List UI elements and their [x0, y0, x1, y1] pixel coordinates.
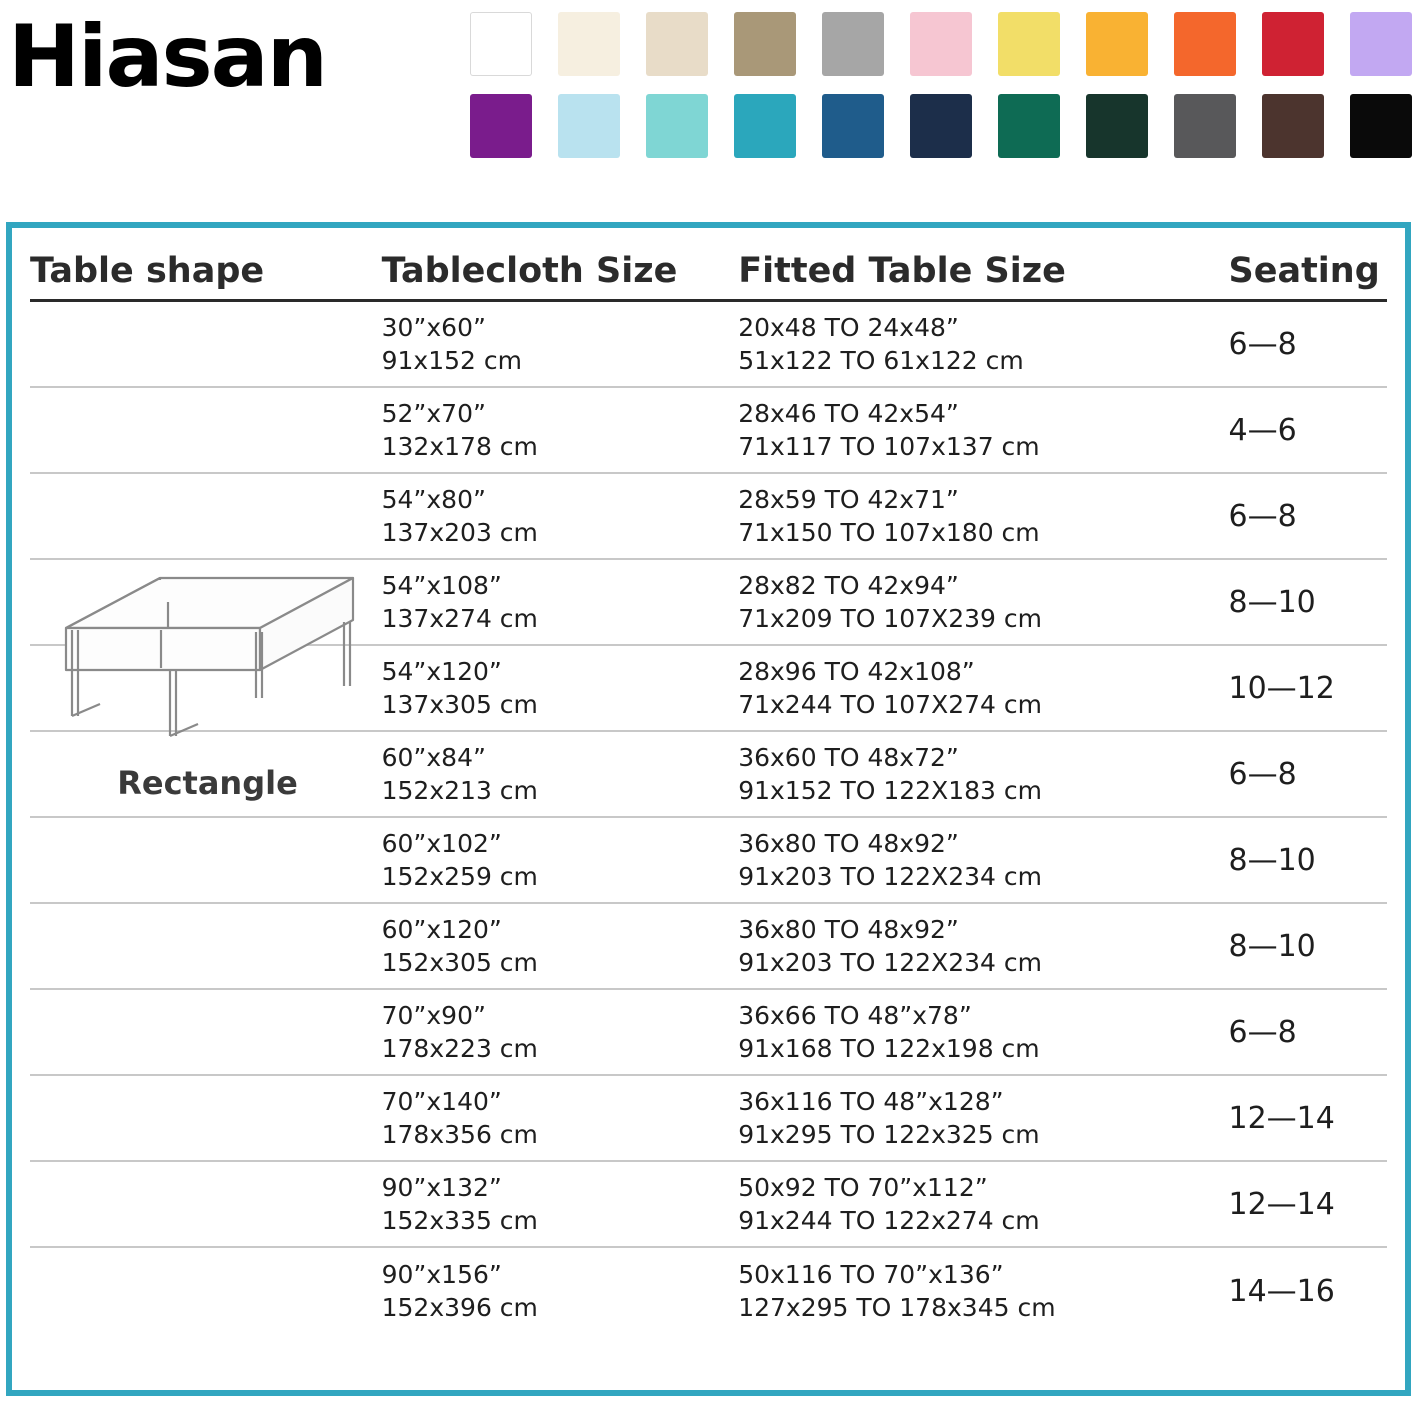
cloth-inches: 90”x156”: [381, 1260, 502, 1289]
cloth-inches: 60”x120”: [381, 915, 502, 944]
table-row: [30, 904, 1387, 990]
swatch-baby-blue[interactable]: [558, 94, 620, 158]
cell-fitted-size: [738, 913, 1228, 979]
cell-seating: 6—8: [1228, 756, 1297, 792]
table-row: [30, 302, 1387, 388]
cloth-cm: 178x223 cm: [381, 1034, 538, 1063]
cloth-cm: 152x335 cm: [381, 1206, 538, 1235]
cell-seating: 6—8: [1228, 1014, 1297, 1050]
cell-seating: 12—14: [1228, 1186, 1335, 1222]
cell-tablecloth-size: [382, 1085, 739, 1151]
fitted-inches: 36x60 TO 48x72”: [738, 743, 959, 772]
fitted-inches: 28x96 TO 42x108”: [738, 657, 975, 686]
fitted-cm: 51x122 TO 61x122 cm: [738, 346, 1024, 375]
size-chart-card: [6, 222, 1411, 1396]
color-swatch-palette: [470, 0, 1417, 176]
cell-tablecloth-size: [382, 483, 739, 549]
table-row: [30, 1248, 1387, 1334]
swatch-aqua[interactable]: [646, 94, 708, 158]
swatch-teal[interactable]: [734, 94, 796, 158]
fitted-inches: 20x48 TO 24x48”: [738, 313, 959, 342]
cell-tablecloth-size: [382, 999, 739, 1065]
cell-tablecloth-size: [382, 827, 739, 893]
cloth-cm: 137x274 cm: [381, 604, 538, 633]
cloth-inches: 60”x84”: [381, 743, 486, 772]
fitted-cm: 127x295 TO 178x345 cm: [738, 1293, 1056, 1322]
table-row: [30, 1076, 1387, 1162]
cell-seating: 10—12: [1228, 670, 1335, 706]
fitted-inches: 28x46 TO 42x54”: [738, 399, 959, 428]
cloth-cm: 137x203 cm: [381, 518, 538, 547]
cloth-cm: 152x396 cm: [381, 1293, 538, 1322]
table-row: [30, 1162, 1387, 1248]
table-row: [30, 474, 1387, 560]
swatch-emerald-green[interactable]: [998, 94, 1060, 158]
header-fitted-size: Fitted Table Size: [738, 251, 1066, 291]
swatch-light-yellow[interactable]: [998, 12, 1060, 76]
cloth-inches: 54”x108”: [381, 571, 502, 600]
cloth-inches: 70”x90”: [381, 1001, 486, 1030]
cell-fitted-size: [738, 741, 1228, 807]
cell-fitted-size: [738, 569, 1228, 635]
swatch-denim-blue[interactable]: [822, 94, 884, 158]
table-row: [30, 732, 1387, 818]
swatch-row-2: [470, 94, 1417, 158]
cell-fitted-size: [738, 1258, 1228, 1324]
table-body: [30, 302, 1387, 1334]
table-row: [30, 560, 1387, 646]
cell-fitted-size: [738, 999, 1228, 1065]
swatch-dark-brown[interactable]: [1262, 94, 1324, 158]
cell-tablecloth-size: [382, 311, 739, 377]
fitted-cm: 71x117 TO 107x137 cm: [738, 432, 1040, 461]
fitted-inches: 36x80 TO 48x92”: [738, 829, 959, 858]
header: [0, 0, 1417, 200]
fitted-cm: 91x152 TO 122X183 cm: [738, 776, 1042, 805]
swatch-pink[interactable]: [910, 12, 972, 76]
cell-seating: 14—16: [1228, 1273, 1335, 1309]
swatch-red[interactable]: [1262, 12, 1324, 76]
fitted-inches: 50x116 TO 70”x136”: [738, 1260, 1004, 1289]
cloth-cm: 137x305 cm: [381, 690, 538, 719]
cloth-cm: 132x178 cm: [381, 432, 538, 461]
cell-seating: 12—14: [1228, 1100, 1335, 1136]
table-row: [30, 818, 1387, 904]
brand-logo: Hiasan: [8, 7, 326, 107]
swatch-gray[interactable]: [822, 12, 884, 76]
cell-seating: 4—6: [1228, 412, 1297, 448]
swatch-dark-green[interactable]: [1086, 94, 1148, 158]
fitted-inches: 36x66 TO 48”x78”: [738, 1001, 972, 1030]
cell-fitted-size: [738, 483, 1228, 549]
swatch-purple[interactable]: [470, 94, 532, 158]
cell-fitted-size: [738, 655, 1228, 721]
cell-tablecloth-size: [382, 741, 739, 807]
cell-seating: 8—10: [1228, 842, 1316, 878]
fitted-cm: 71x209 TO 107X239 cm: [738, 604, 1042, 633]
cell-tablecloth-size: [382, 569, 739, 635]
cell-tablecloth-size: [382, 913, 739, 979]
fitted-cm: 91x203 TO 122X234 cm: [738, 948, 1042, 977]
swatch-orange[interactable]: [1174, 12, 1236, 76]
cell-fitted-size: [738, 397, 1228, 463]
fitted-inches: 50x92 TO 70”x112”: [738, 1173, 988, 1202]
fitted-inches: 28x82 TO 42x94”: [738, 571, 959, 600]
cloth-cm: 178x356 cm: [381, 1120, 538, 1149]
cloth-cm: 152x213 cm: [381, 776, 538, 805]
cell-seating: 6—8: [1228, 326, 1297, 362]
swatch-taupe[interactable]: [734, 12, 796, 76]
cloth-inches: 54”x80”: [381, 485, 486, 514]
cell-fitted-size: [738, 1171, 1228, 1237]
table-row: [30, 990, 1387, 1076]
fitted-cm: 91x168 TO 122x198 cm: [738, 1034, 1040, 1063]
header-table-shape: Table shape: [30, 251, 265, 291]
swatch-ivory[interactable]: [558, 12, 620, 76]
swatch-gold[interactable]: [1086, 12, 1148, 76]
swatch-white[interactable]: [470, 12, 532, 76]
cloth-cm: 152x305 cm: [381, 948, 538, 977]
swatch-beige[interactable]: [646, 12, 708, 76]
cell-tablecloth-size: [382, 1171, 739, 1237]
shape-label: Rectangle: [117, 764, 298, 802]
cell-fitted-size: [738, 311, 1228, 377]
fitted-inches: 28x59 TO 42x71”: [738, 485, 959, 514]
swatch-lavender[interactable]: [1350, 12, 1412, 76]
header-seating: Seating: [1228, 251, 1380, 291]
cell-fitted-size: [738, 1085, 1228, 1151]
swatch-navy[interactable]: [910, 94, 972, 158]
cell-tablecloth-size: [382, 397, 739, 463]
cell-fitted-size: [738, 827, 1228, 893]
table-header-row: [30, 251, 1387, 302]
cloth-inches: 30”x60”: [381, 313, 486, 342]
cell-seating: 6—8: [1228, 498, 1297, 534]
cloth-inches: 54”x120”: [381, 657, 502, 686]
swatch-charcoal-gray[interactable]: [1174, 94, 1236, 158]
cloth-cm: 152x259 cm: [381, 862, 538, 891]
cloth-inches: 90”x132”: [381, 1173, 502, 1202]
cloth-inches: 60”x102”: [381, 829, 502, 858]
header-tablecloth-size: Tablecloth Size: [381, 251, 678, 291]
swatch-black[interactable]: [1350, 94, 1412, 158]
cloth-cm: 91x152 cm: [381, 346, 522, 375]
cell-seating: 8—10: [1228, 584, 1316, 620]
fitted-cm: 91x203 TO 122X234 cm: [738, 862, 1042, 891]
swatch-row-1: [470, 12, 1417, 76]
cell-tablecloth-size: [382, 1258, 739, 1324]
fitted-cm: 71x244 TO 107X274 cm: [738, 690, 1042, 719]
fitted-inches: 36x116 TO 48”x128”: [738, 1087, 1004, 1116]
table-row: [30, 388, 1387, 474]
table-row: [30, 646, 1387, 732]
fitted-cm: 71x150 TO 107x180 cm: [738, 518, 1040, 547]
fitted-inches: 36x80 TO 48x92”: [738, 915, 959, 944]
fitted-cm: 91x244 TO 122x274 cm: [738, 1206, 1040, 1235]
cloth-inches: 70”x140”: [381, 1087, 502, 1116]
cell-tablecloth-size: [382, 655, 739, 721]
cloth-inches: 52”x70”: [381, 399, 486, 428]
cell-seating: 8—10: [1228, 928, 1316, 964]
fitted-cm: 91x295 TO 122x325 cm: [738, 1120, 1040, 1149]
